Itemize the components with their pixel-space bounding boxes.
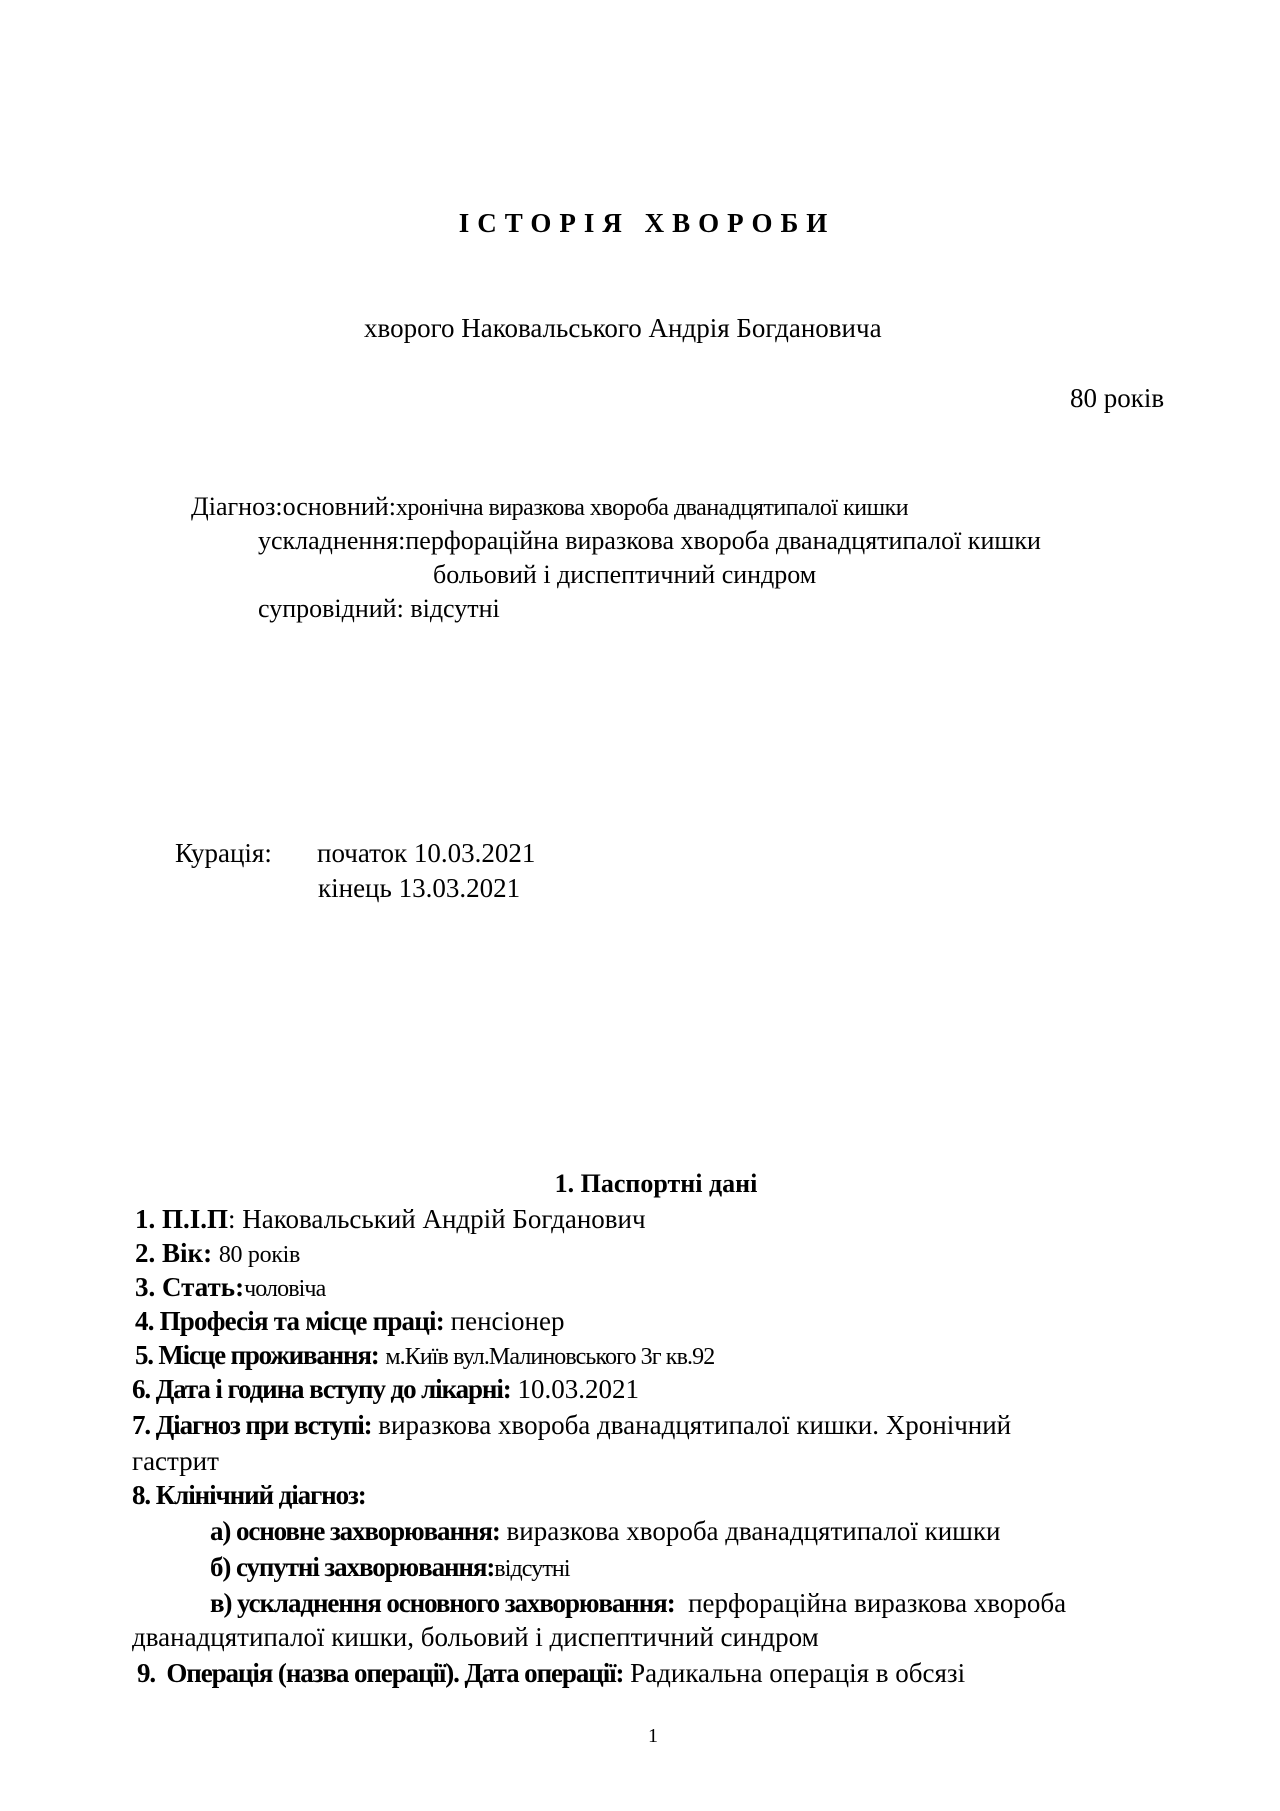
item-value: 80 років (218, 1242, 301, 1268)
section-title-passport: 1. Паспортні дані (554, 1169, 758, 1198)
passport-item-age (135, 1238, 300, 1269)
passport-item-complications (210, 1588, 1066, 1619)
patient-name-line: хворого Наковальського Андрія Богдановича (364, 313, 882, 343)
item-label: в) ускладнення основного захворювання: (210, 1588, 675, 1618)
item-label: 6. Дата і година вступу до лікарні: (132, 1374, 511, 1404)
patient-age: 80 років (1070, 383, 1165, 413)
passport-item-admission-diagnosis (132, 1410, 1011, 1441)
document-title: ІСТОРІЯ ХВОРОБИ (458, 208, 836, 238)
item-label: 9. Операція (назва операції). Дата операції: (137, 1658, 624, 1688)
item-value: Радикальна операція в обсязі (630, 1658, 966, 1688)
diagnosis-main-line (191, 492, 908, 522)
diagnosis-concomitant-label: супровідний: (258, 594, 404, 623)
passport-item-residence (135, 1340, 714, 1371)
item-value: Наковальський Андрій Богданович (242, 1204, 646, 1234)
diagnosis-main-value: хронічна виразкова хвороба дванадцятипалої кишки (395, 495, 909, 521)
diagnosis-complication-line-2: больовий і диспептичний синдром (433, 560, 817, 589)
curation-end: кінець 13.03.2021 (318, 873, 521, 903)
diagnosis-main-label: основний: (282, 492, 396, 521)
item-label: 1. П.І.П (135, 1204, 229, 1234)
passport-item-profession (135, 1306, 564, 1337)
item-label: 7. Діагноз при вступі: (132, 1410, 372, 1440)
item-value: м.Київ вул.Малиновського 3г кв.92 (385, 1344, 715, 1370)
curation-start: початок 10.03.2021 (317, 838, 536, 868)
item-value: виразкова хвороба дванадцятипалої кишки (506, 1516, 1001, 1546)
passport-item-complications-cont: дванадцятипалої кишки, больовий і диспептичний синдром (132, 1622, 819, 1652)
diagnosis-complication-label: ускладнення: (258, 526, 406, 555)
item-label: 2. Вік: (135, 1238, 213, 1268)
item-value: 10.03.2021 (517, 1374, 639, 1404)
passport-item-sex (135, 1272, 325, 1303)
diagnosis-complication-line (258, 526, 1041, 556)
passport-item-operation (137, 1658, 965, 1689)
item-label: б) супутні захворювання: (210, 1552, 495, 1582)
item-value: відсутні (494, 1556, 570, 1582)
item-label: 3. Стать: (135, 1272, 245, 1302)
page-number: 1 (648, 1725, 658, 1747)
item-label: 5. Місце проживання: (135, 1340, 379, 1370)
passport-item-admission-diagnosis-cont: гастрит (132, 1446, 219, 1476)
item-label: 8. Клінічний діагноз: (132, 1480, 366, 1510)
passport-item-main-disease (210, 1516, 1001, 1547)
item-label: а) основне захворювання: (210, 1516, 500, 1546)
item-value: виразкова хвороба дванадцятипалої кишки. Хронічний (378, 1410, 1012, 1440)
passport-item-name (135, 1204, 646, 1235)
curation-label: Курація: (175, 838, 272, 868)
diagnosis-complication-value: перфораційна виразкова хвороба дванадцятипалої кишки (405, 526, 1041, 555)
passport-item-admission-date (132, 1374, 639, 1405)
passport-item-concomitant (210, 1552, 570, 1583)
item-value: пенсіонер (450, 1306, 565, 1336)
diagnosis-concomitant-value: відсутні (410, 594, 500, 623)
item-label: 4. Професія та місце праці: (135, 1306, 444, 1336)
item-value: перфораційна виразкова хвороба (688, 1588, 1067, 1618)
diagnosis-label: Діагноз: (191, 492, 283, 521)
diagnosis-concomitant-line (258, 594, 500, 624)
item-sep: : (228, 1204, 243, 1234)
passport-item-clinical-diagnosis (132, 1480, 366, 1511)
item-value: чоловіча (244, 1276, 326, 1302)
